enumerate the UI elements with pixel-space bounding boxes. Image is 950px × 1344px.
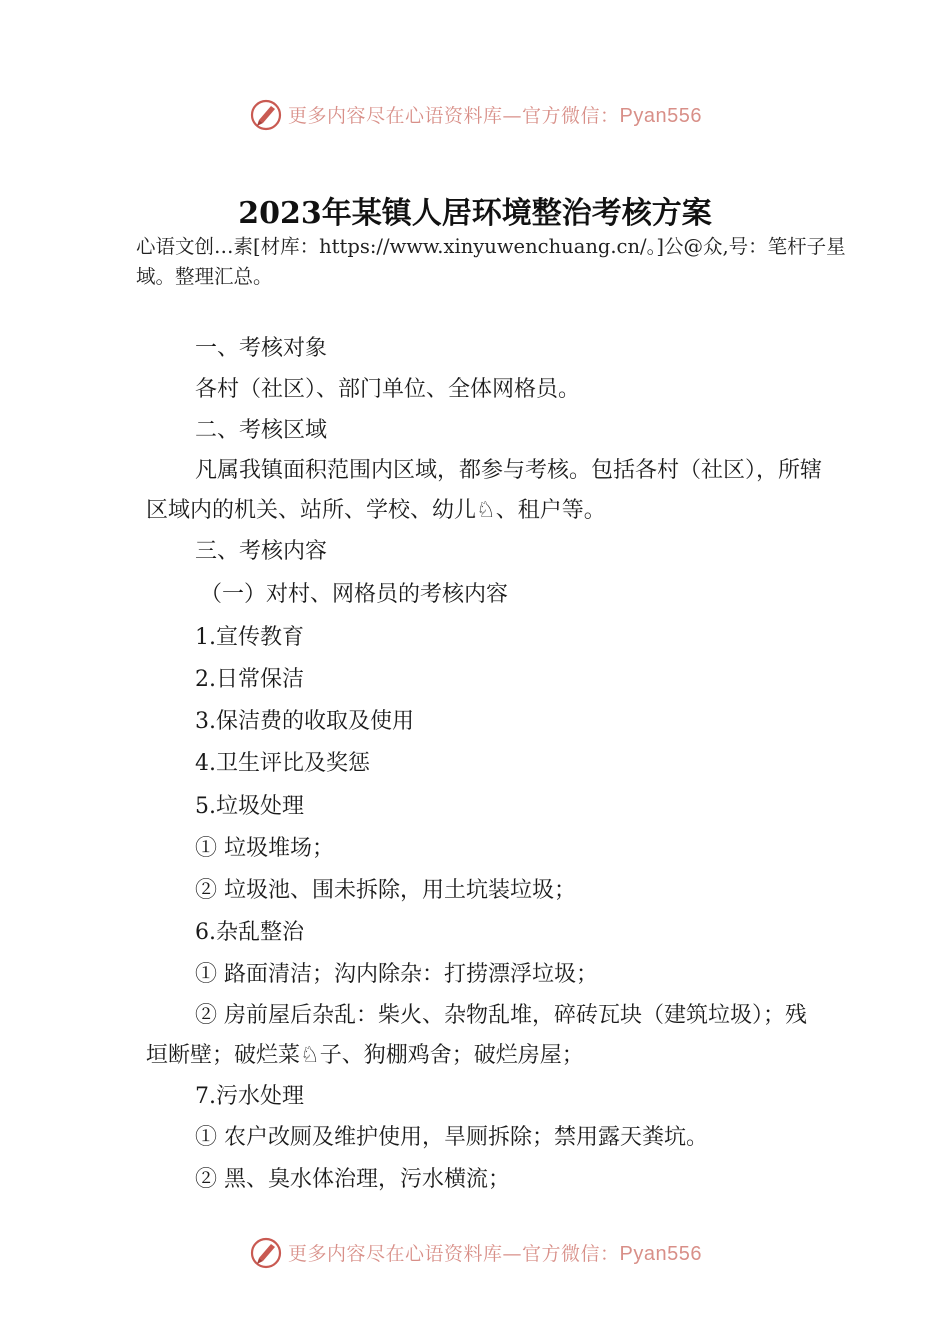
list-item: 4.卫生评比及奖惩 [195, 751, 370, 776]
list-subitem: ② 黑、臭水体治理，污水横流； [195, 1167, 510, 1192]
footer-watermark-banner [0, 1232, 950, 1272]
list-item: 6.杂乱整治 [195, 920, 304, 945]
source-note: 心语文创…素[材库：https://www.xinyuwenchuang.cn/。]公@众,号：笔杆子星域。整理汇总。 [136, 235, 846, 288]
pen-logo-icon [248, 96, 284, 132]
list-subitem: ② 房前屋后杂乱：柴火、杂物乱堆，碎砖瓦块（建筑垃圾）；残垣断壁；破烂菜♘子、狗棚鸡舍；破烂房屋； [146, 1003, 807, 1068]
section-heading-area: 二、考核区域 [195, 418, 328, 443]
banner-text [288, 101, 702, 128]
banner-wechat-id: Pyan556 [619, 104, 702, 127]
list-item: 7.污水处理 [195, 1084, 304, 1109]
section-body-target: 各村（社区）、部门单位、全体网格员。 [195, 377, 581, 402]
section-heading-content: 三、考核内容 [195, 539, 328, 564]
banner-text [288, 1239, 702, 1266]
section-body-area: 凡属我镇面积范围内区域，都参与考核。包括各村（社区），所辖区域内的机关、站所、学校、幼儿♘、租户等。 [146, 458, 823, 523]
list-item: 5.垃圾处理 [195, 794, 304, 819]
header-watermark-banner [0, 94, 950, 134]
list-item: 2.日常保洁 [195, 667, 304, 692]
banner-label: 更多内容尽在心语资料库—官方微信： [288, 1242, 620, 1265]
list-subitem: ② 垃圾池、围未拆除，用土坑装垃圾； [195, 878, 576, 903]
list-subitem: ① 路面清洁；沟内除杂：打捞漂浮垃圾； [195, 962, 598, 987]
banner-wechat-id: Pyan556 [619, 1242, 702, 1265]
pen-logo-icon [248, 1234, 284, 1270]
list-item: 1.宣传教育 [195, 625, 304, 650]
subsection-heading: （一）对村、网格员的考核内容 [200, 582, 509, 607]
banner-label: 更多内容尽在心语资料库—官方微信： [288, 104, 620, 127]
section-heading-target: 一、考核对象 [195, 336, 328, 361]
list-subitem: ① 农户改厕及维护使用，旱厕拆除；禁用露天粪坑。 [195, 1125, 708, 1150]
list-subitem: ① 垃圾堆场； [195, 836, 334, 861]
list-item: 3.保洁费的收取及使用 [195, 709, 414, 734]
document-title: 2023年某镇人居环境整治考核方案 [238, 196, 712, 231]
